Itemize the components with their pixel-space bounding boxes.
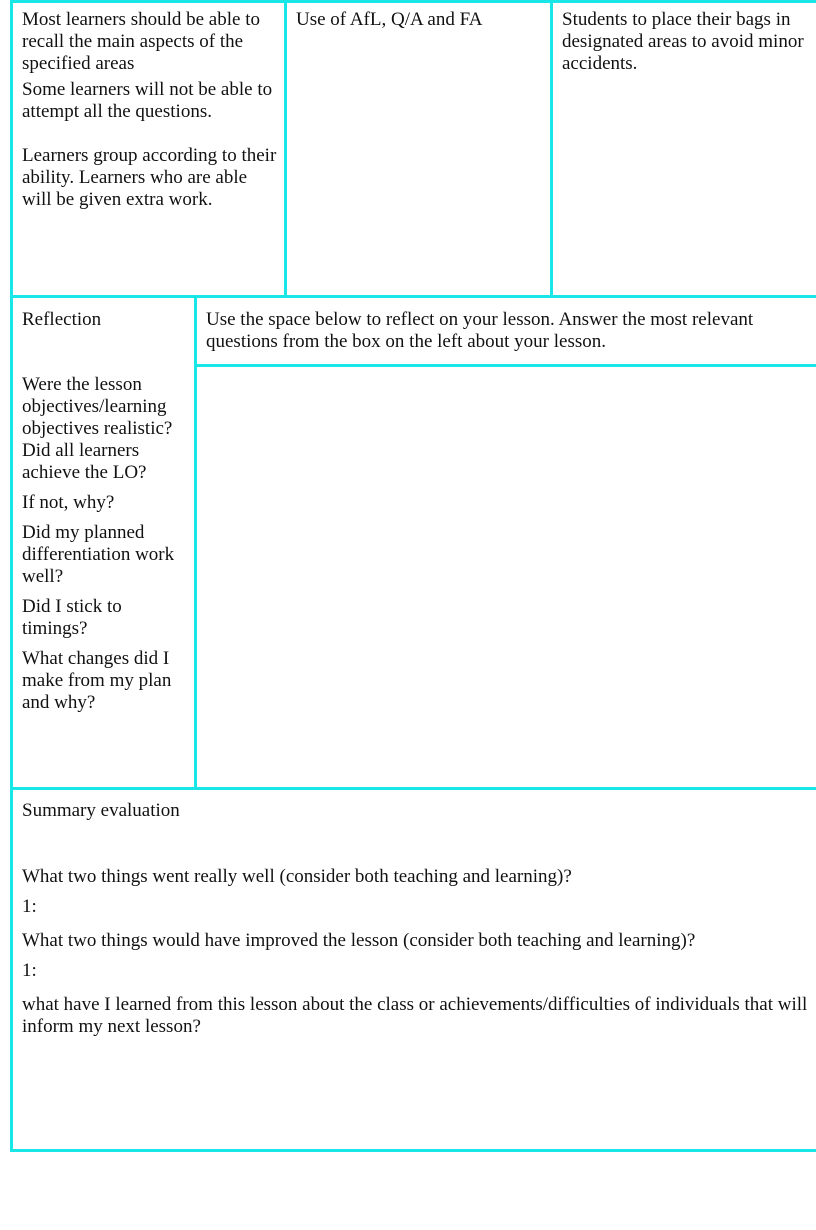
learner-expectations-cell (22, 9, 278, 211)
lesson-plan-table (10, 0, 816, 1152)
summary-evaluation-cell (22, 800, 812, 1038)
health-safety-text: Students to place their bags in designated areas to avoid minor accidents. (562, 9, 804, 74)
summary-heading: Summary evaluation (22, 800, 180, 821)
table-border-reflection-split (195, 364, 816, 367)
reflection-instruction: Use the space below to reflect on your lesson. Answer the most relevant questions from the box on the left about your lesson. (206, 309, 754, 352)
reflection-instruction-cell (206, 309, 806, 353)
table-border-bottom (10, 1149, 816, 1152)
reflection-question-2: If not, why? (22, 492, 115, 513)
reflection-questions-cell (22, 309, 190, 714)
reflection-question-5: What changes did I make from my plan and why? (22, 648, 172, 713)
reflection-question-4: Did I stick to timings? (22, 596, 122, 639)
table-border-left (10, 0, 13, 1152)
reflection-question-1: Were the lesson objectives/learning objectives realistic? Did all learners achieve the LO? (22, 374, 173, 483)
summary-went-well-question: What two things went really well (consider both teaching and learning)? (22, 866, 572, 887)
reflection-question-3: Did my planned differentiation work well? (22, 522, 175, 587)
learner-expectations-some: Some learners will not be able to attempt all the questions. (22, 79, 273, 122)
table-border-reflection-col (194, 295, 197, 790)
summary-improve-question: What two things would have improved the lesson (consider both teaching and learning)? (22, 930, 696, 951)
learner-expectations-grouping: Learners group according to their ability. Learners who are able will be given extra work. (22, 145, 277, 210)
reflection-answer-space[interactable] (198, 368, 814, 786)
table-border-row1 (10, 295, 816, 298)
assessment-text: Use of AfL, Q/A and FA (296, 9, 483, 30)
learner-expectations-most: Most learners should be able to recall the main aspects of the specified areas (22, 9, 260, 74)
table-border-top (10, 0, 816, 3)
reflection-heading: Reflection (22, 309, 102, 330)
health-safety-cell (562, 9, 814, 75)
summary-learned-question: what have I learned from this lesson about the class or achievements/difficulties of individuals that will inform my next lesson? (22, 994, 808, 1037)
summary-improve-item: 1: (22, 960, 37, 981)
table-border-col1 (284, 0, 287, 298)
table-border-row2 (10, 787, 816, 790)
summary-went-well-item: 1: (22, 896, 37, 917)
table-border-col2 (550, 0, 553, 298)
assessment-cell (296, 9, 544, 31)
